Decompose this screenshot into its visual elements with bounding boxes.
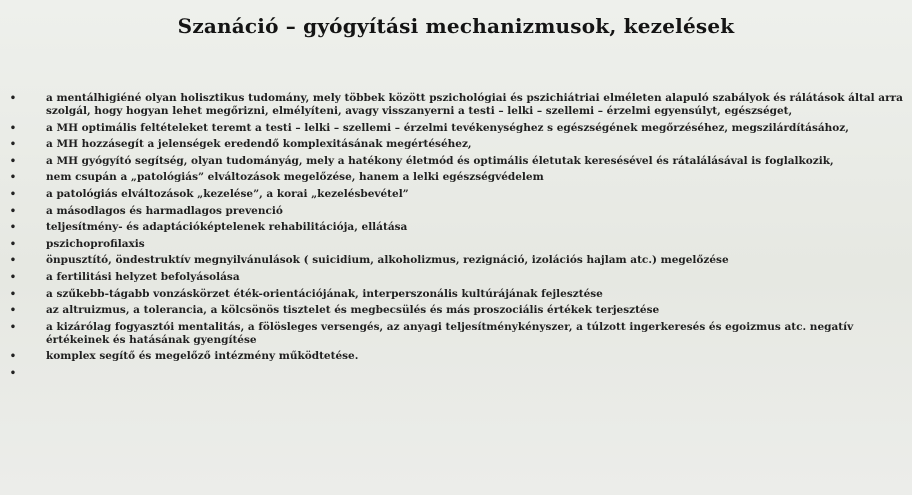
bullet-list — [8, 92, 903, 379]
bullet-icon: • — [9, 305, 17, 317]
list-item — [8, 304, 903, 317]
list-item-text: a szűkebb-tágabb vonzáskörzet éték-orientációjának, interperszonális kultúrájának fejlesztése — [46, 287, 603, 300]
bullet-icon: • — [9, 321, 17, 333]
bullet-icon: • — [9, 271, 17, 283]
list-item-text: pszichoprofilaxis — [46, 237, 145, 250]
list-item — [8, 238, 903, 251]
bullet-icon: • — [9, 238, 17, 250]
list-item-text: az altruizmus, a tolerancia, a kölcsönös tisztelet és megbecsülés és más proszociális értékek terjesztése — [46, 304, 660, 317]
list-item — [8, 188, 903, 201]
bullet-icon: • — [9, 222, 17, 234]
list-item-text: nem csupán a „patológiás” elváltozások megelőzése, hanem a lelki egészségvédelem — [46, 171, 544, 184]
bullet-icon: • — [9, 188, 17, 200]
list-item-text: a MH gyógyító segítség, olyan tudományág, mely a hatékony életmód és optimális életutak keresésével és rátalálásával is foglalkozik, — [46, 154, 834, 167]
bullet-icon: • — [9, 288, 17, 300]
list-item — [8, 321, 903, 347]
list-item — [8, 171, 903, 184]
list-item-text: komplex segítő és megelőző intézmény működtetése. — [46, 350, 359, 363]
bullet-icon: • — [9, 205, 17, 217]
list-item — [8, 138, 903, 151]
list-item — [8, 254, 903, 267]
bullet-icon: • — [9, 367, 17, 379]
list-item-text: a mentálhigiéné olyan holisztikus tudomány, mely többek között pszichológiai és pszichiátriai elméleten alapuló szabályok és rálátások által arra szolgál, hogy hogyan lehet megőrizni, elmélyíteni, avagy visszanyerni a testi – lelki – szellemi – érzelmi egyensúlyt, egészséget, — [46, 92, 903, 117]
list-item-text: a fertilitási helyzet befolyásolása — [46, 270, 240, 283]
list-item — [8, 155, 903, 168]
list-item-text: teljesítmény- és adaptációképtelenek rehabilitációja, ellátása — [46, 221, 408, 234]
list-item — [8, 92, 903, 118]
list-item-text: a MH hozzásegít a jelenségek eredendő komplexitásának megértéséhez, — [46, 138, 472, 151]
list-item-text: a MH optimális feltételeket teremt a testi – lelki – szellemi – érzelmi tevékenységhez s egészségének megőrzéséhez, megszilárdításához, — [46, 121, 849, 134]
list-item — [8, 205, 903, 218]
bullet-icon: • — [9, 172, 17, 184]
list-item-text: a másodlagos és harmadlagos prevenció — [46, 204, 283, 217]
bullet-icon: • — [9, 93, 17, 104]
bullet-icon: • — [9, 122, 17, 134]
slide-title: Szanáció – gyógyítási mechanizmusok, kezelések — [177, 14, 735, 38]
list-item-text: a patológiás elváltozások „kezelése”, a korai „kezelésbevétel” — [46, 187, 409, 200]
list-item — [8, 122, 903, 135]
list-item — [8, 350, 903, 363]
bullet-icon: • — [9, 255, 17, 267]
list-item — [8, 288, 903, 301]
list-item — [8, 271, 903, 284]
list-item-text: önpusztító, öndestruktív megnyilvánulások ( suicidium, alkoholizmus, rezignáció, izolációs hajlam atc.) megelőzése — [46, 254, 729, 267]
bullet-icon: • — [9, 139, 17, 151]
list-item — [8, 221, 903, 234]
list-item-text: a kizárólag fogyasztói mentalitás, a fölösleges versengés, az anyagi teljesítménykényszer, a túlzott ingerkeresés és egoizmus atc. negatív értékeinek és hatásának gyengítése — [46, 320, 854, 346]
bullet-icon: • — [9, 155, 17, 167]
bullet-icon: • — [9, 351, 17, 363]
